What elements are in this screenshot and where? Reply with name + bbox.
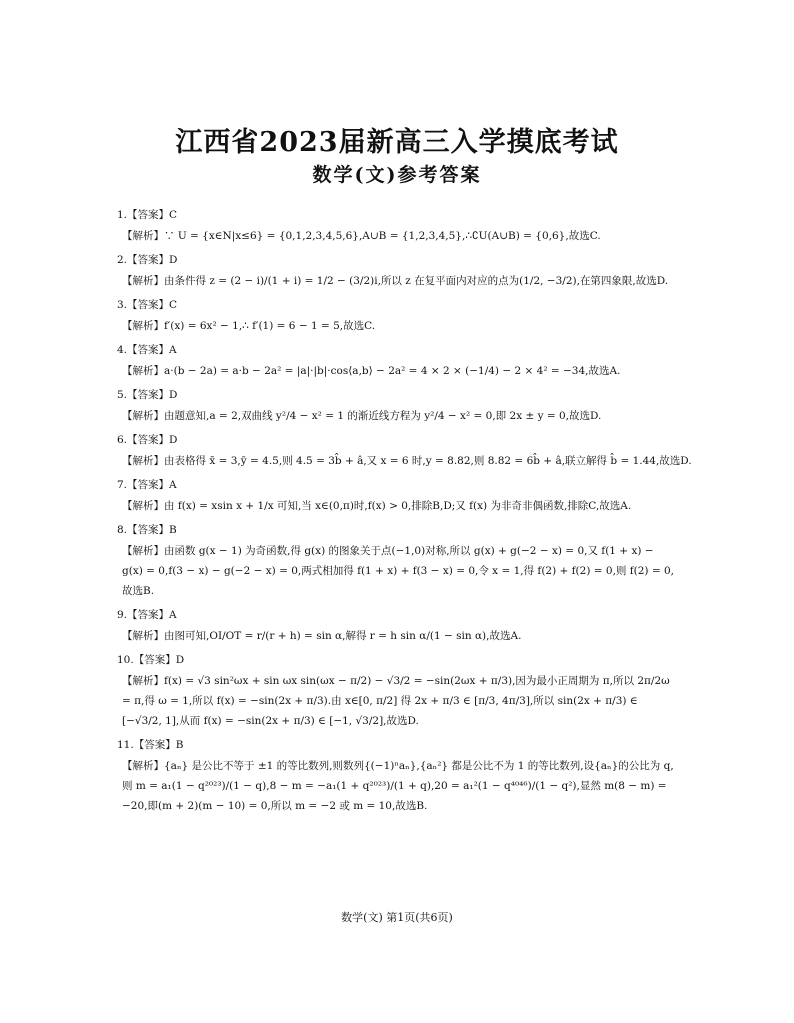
explanation: 【解析】f(x) = √3 sin²ωx + sin ωx sin(ωx − π/2) − √3/2 = −sin(2ωx + π/3),因为最小正周期为 π,所以 2π/2ω = π,得 ω = 1,所以 f(x) = −sin(2x + π/3).由 x∈[0, π/2] 得 2x + π/3 ∈ [π/3, 4π/3],所以 sin(2x + π/3) ∈ [−√3/2, 1],从而 f(x) = −sin(2x + π/3) ∈ [−1, √3/2],故选D. (122, 675, 670, 727)
answer-item (117, 388, 677, 426)
answer-item (117, 608, 677, 646)
explanation: 【解析】由条件得 z = (2 − i)/(1 + i) = 1/2 − (3/2)i,所以 z 在复平面内对应的点为(1/2, −3/2),在第四象限,故选D. (122, 275, 669, 287)
explanation: 【解析】a·(b − 2a) = a·b − 2a² = |a|·|b|·cos⟨a,b⟩ − 2a² = 4 × 2 × (−1/4) − 2 × 4² = −34,故选A. (122, 365, 621, 377)
page-subtitle: 数学(文)参考答案 (312, 164, 482, 186)
answer-item (117, 208, 677, 246)
answer-item (117, 298, 677, 336)
explanation: 【解析】由表格得 x̄ = 3,ȳ = 4.5,则 4.5 = 3b̂ + â,又 x = 6 时,y = 8.82,则 8.82 = 6b̂ + â,联立解得 b̂ = 1.44,故选D. (122, 455, 692, 467)
answer-item (117, 523, 677, 601)
answer-item (117, 478, 677, 516)
answer-label: 8.【答案】B (117, 524, 177, 536)
explanation: 【解析】由 f(x) = xsin x + 1/x 可知,当 x∈(0,π)时,f(x) > 0,排除B,D;又 f(x) 为非奇非偶函数,排除C,故选A. (122, 500, 632, 512)
page-footer: 数学(文) 第1页(共6页) (341, 911, 453, 924)
answer-label: 1.【答案】C (117, 209, 178, 221)
answer-item (117, 343, 677, 381)
answer-item (117, 253, 677, 291)
answer-label: 6.【答案】D (117, 434, 178, 446)
explanation: 【解析】f′(x) = 6x² − 1,∴ f′(1) = 6 − 1 = 5,故选C. (122, 320, 376, 332)
explanation: 【解析】∵ U = {x∈N|x≤6} = {0,1,2,3,4,5,6},A∪B = {1,2,3,4,5},∴∁U(A∪B) = {0,6},故选C. (122, 230, 601, 242)
explanation: 【解析】{aₙ} 是公比不等于 ±1 的等比数列,则数列{(−1)ⁿaₙ},{aₙ²} 都是公比不为 1 的等比数列,设{aₙ}的公比为 q,则 m = a₁(1 − q²⁰²³)/(1 − q),8 − m = −a₁(1 + q²⁰²³)/(1 + q),20 = a₁²(1 − q⁴⁰⁴⁶)/(1 − q²),显然 m(8 − m) = −20,即(m + 2)(m − 10) = 0,所以 m = −2 或 m = 10,故选B. (122, 760, 674, 812)
answer-label: 3.【答案】C (117, 299, 178, 311)
answer-label: 4.【答案】A (117, 344, 177, 356)
answer-label: 9.【答案】A (117, 609, 177, 621)
answer-item (117, 738, 677, 816)
answer-list (117, 201, 692, 816)
answer-label: 2.【答案】D (117, 254, 178, 266)
answer-label: 7.【答案】A (117, 479, 177, 491)
answer-item (117, 653, 677, 731)
explanation: 【解析】由图可知,OI/OT = r/(r + h) = sin α,解得 r = h sin α/(1 − sin α),故选A. (122, 630, 522, 642)
explanation: 【解析】由题意知,a = 2,双曲线 y²/4 − x² = 1 的渐近线方程为 y²/4 − x² = 0,即 2x ± y = 0,故选D. (122, 410, 602, 422)
answer-label: 10.【答案】D (117, 654, 185, 666)
page-title: 江西省2023届新高三入学摸底考试 (175, 127, 619, 158)
answer-label: 5.【答案】D (117, 389, 178, 401)
answer-item (117, 433, 692, 471)
answer-label: 11.【答案】B (117, 739, 184, 751)
explanation: 【解析】由函数 g(x − 1) 为奇函数,得 g(x) 的图象关于点(−1,0)对称,所以 g(x) + g(−2 − x) = 0,又 f(1 + x) − g(x) = 0,f(3 − x) − g(−2 − x) = 0,两式相加得 f(1 + x) + f(3 − x) = 0,令 x = 1,得 f(2) + f(2) = 0,则 f(2) = 0,故选B. (122, 545, 675, 597)
